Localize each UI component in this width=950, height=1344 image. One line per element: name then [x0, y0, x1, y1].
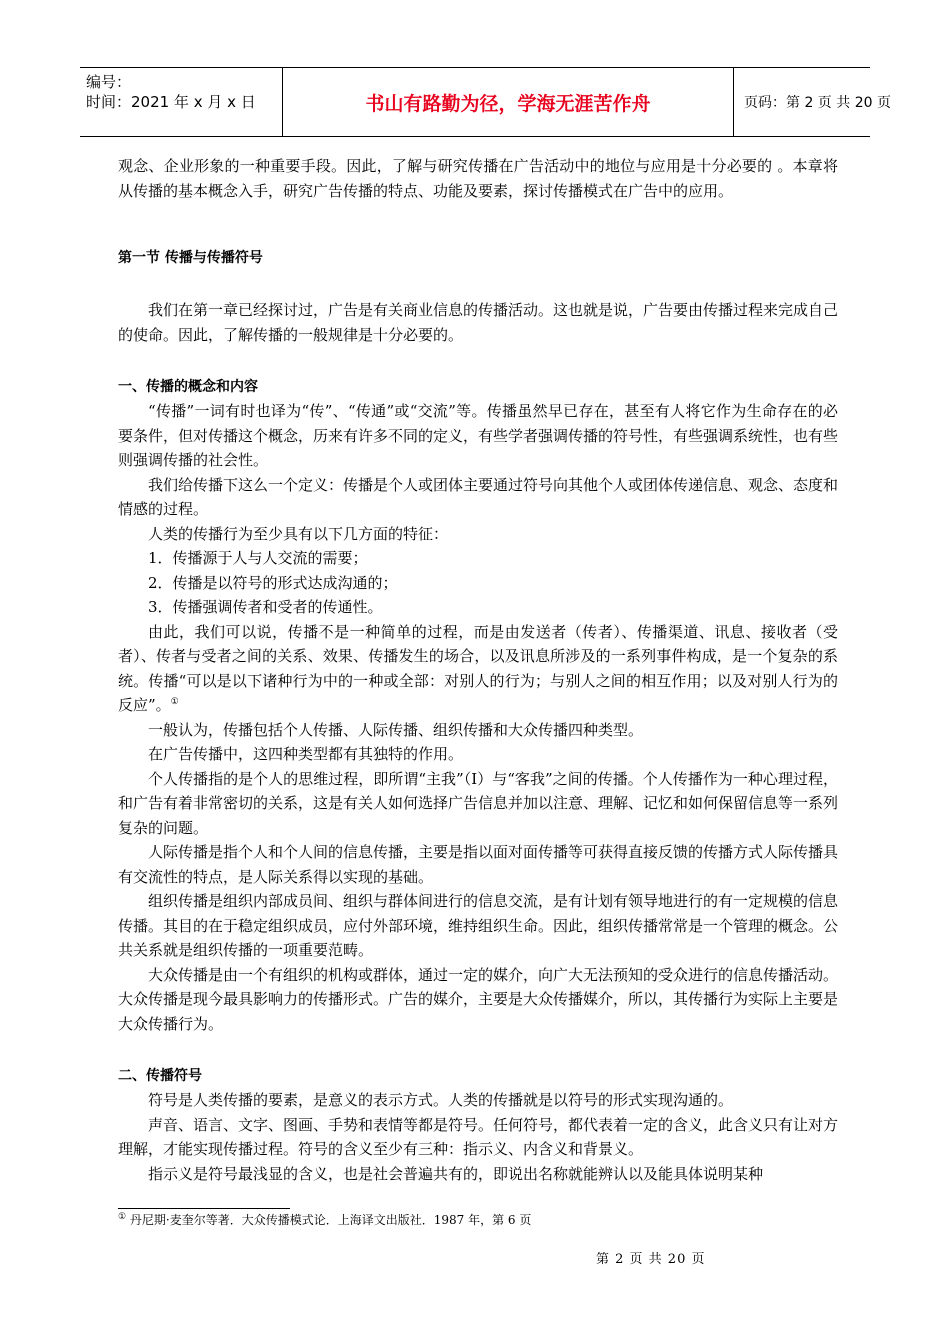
paragraph: 符号是人类传播的要素，是意义的表示方式。人类的传播就是以符号的形式实现沟通的。: [148, 1091, 734, 1109]
footnote-text: 丹尼期·麦奎尔等著．大众传播模式论．上海译文出版社．1987 年，第 6 页: [129, 1213, 532, 1227]
paragraph: 我们在第一章已经探讨过，广告是有关商业信息的传播活动。这也就是说，广告要由传播过程来完成自己的使命。因此，了解传播的一般规律是十分必要的。: [118, 301, 839, 344]
section-title: 第一节 传播与传播符号: [118, 250, 263, 266]
header-page-label: 页码：第 2 页 共 20 页: [744, 95, 891, 111]
subsection-title: 二、传播符号: [118, 1068, 202, 1084]
header-date-label: 时间：2021 年 x 月 x 日: [86, 93, 256, 111]
document-body: [118, 154, 838, 1186]
footnote-reference[interactable]: ①: [170, 697, 179, 707]
header-meta: [80, 68, 283, 136]
paragraph: 在广告传播中，这四种类型都有其独特的作用。: [148, 745, 464, 763]
paragraph: 个人传播指的是个人的思维过程，即所谓“主我”（I）与“客我”之间的传播。个人传播作为一种心理过程，和广告有着非常密切的关系，这是有关人如何选择广告信息并加以注意、理解、记忆和如何保留信息等一系列复杂的问题。: [118, 769, 839, 837]
list-item: 3．传播强调传者和受者的传通性。: [148, 598, 383, 616]
paragraph-text: 由此，我们可以说，传播不是一种简单的过程，而是由发送者（传者）、传播渠道、讯息、接收者（受者）、传者与受者之间的关系、效果、传播发生的场合，以及讯息所涉及的一系列事件构成，是一个复杂的系统。传播“可以是以下诸种行为中的一种或全部：对别人的行为；与别人之间的相互作用；以及对别人行为的反应”。: [118, 622, 838, 714]
paragraph: 组织传播是组织内部成员间、组织与群体间进行的信息交流，是有计划有领导地进行的有一定规模的信息传播。其目的在于稳定组织成员，应付外部环境，维持组织生命。因此，组织传播常常是一个管理的概念。公共关系就是组织传播的一项重要范畴。: [118, 892, 839, 959]
footnote-mark: ①: [118, 1212, 127, 1222]
subsection-title: 一、传播的概念和内容: [118, 379, 258, 395]
paragraph: 指示义是符号最浅显的含义，也是社会普遍共有的，即说出名称就能辨认以及能具体说明某种: [148, 1164, 764, 1183]
footnote: [118, 1212, 531, 1228]
paragraph: [118, 620, 838, 718]
page-number-footer: 第 2 页 共 20 页: [596, 1252, 706, 1267]
paragraph: 人类的传播行为至少具有以下几方面的特征：: [148, 524, 449, 543]
paragraph: 一般认为，传播包括个人传播、人际传播、组织传播和大众传播四种类型。: [148, 720, 644, 739]
footnote-divider: [118, 1208, 290, 1209]
list-item: 1．传播源于人与人交流的需要；: [148, 549, 368, 567]
paragraph-intro: 观念、企业形象的一种重要手段。因此，了解与研究传播在广告活动中的地位与应用是十分必要的 。本章将从传播的基本概念入手，研究广告传播的特点、功能及要素，探讨传播模式在广告中的应用。: [118, 157, 838, 200]
list-item: 2．传播是以符号的形式达成沟通的；: [148, 573, 398, 592]
paragraph: 人际传播是指个人和个人间的信息传播，主要是指以面对面传播等可获得直接反馈的传播方式人际传播具有交流性的特点，是人际关系得以实现的基础。: [118, 843, 839, 886]
paragraph: 大众传播是由一个有组织的机构或群体，通过一定的媒介，向广大无法预知的受众进行的信息传播活动。大众传播是现今最具影响力的传播形式。广告的媒介，主要是大众传播媒介，所以，其传播行为实际上主要是大众传播行为。: [118, 965, 839, 1033]
header-number-label: 编号：: [86, 73, 132, 91]
paragraph: 我们给传播下这么一个定义：传播是个人或团体主要通过符号向其他个人或团体传递信息、观念、态度和情感的过程。: [118, 475, 839, 518]
paragraph: 声音、语言、文字、图画、手势和表情等都是符号。任何符号，都代表着一定的含义，此含义只有让对方理解，才能实现传播过程。符号的含义至少有三种：指示义、内含义和背景义。: [118, 1115, 839, 1158]
header-motto: 书山有路勤为径，学海无涯苦作舟: [283, 68, 734, 136]
paragraph: “传播”一词有时也译为“传”、“传通”或“交流”等。传播虽然早已存在，甚至有人将它作为生命存在的必要条件，但对传播这个概念，历来有许多不同的定义，有些学者强调传播的符号性，有些强调系统性，也有些则强调传播的社会性。: [118, 402, 839, 469]
page-header: [80, 67, 891, 137]
